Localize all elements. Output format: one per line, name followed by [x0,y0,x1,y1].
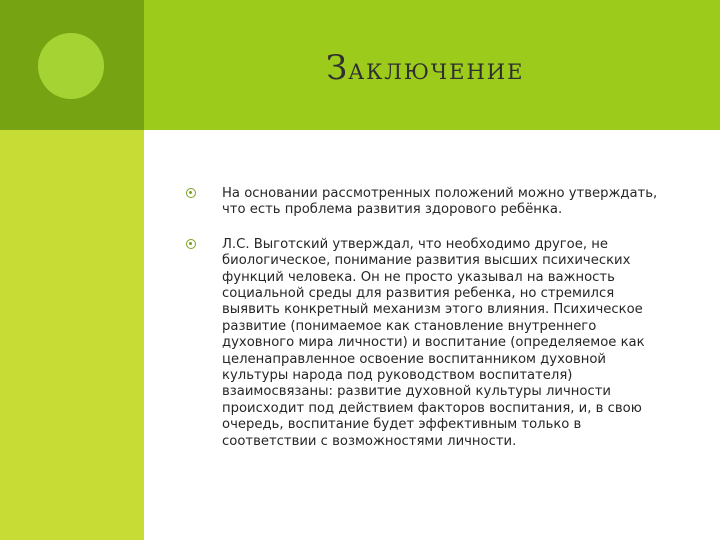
slide-content [184,186,674,468]
title-first-letter: З [326,48,349,88]
bullet-circle-icon [186,188,196,198]
bullet-item [184,237,674,450]
bullet-circle-icon [186,239,196,249]
decorative-circle [38,33,104,99]
bullet-item [184,186,674,219]
slide-title [326,48,524,88]
sidebar-bottom-panel [0,130,144,540]
bullet-text: На основании рассмотренных положений можно утверждать, что есть проблема развития здорового ребёнка. [222,186,658,218]
bullet-text: Л.С. Выготский утверждал, что необходимо другое, не биологическое, понимание развития высших психических функций человека. Он не просто указывал на важность социальной среды для развития ребенка, но стремился выявить конкретный механизм этого влияния. Психическое развитие (понимаемое как становление внутреннего духовного мира личности) и воспитание (определяемое как целенаправленное освоение воспитанником духовной культуры народа под руководством воспитателя) взаимосвязаны: развитие духовной культуры личности происходит под действием факторов воспитания, и, в свою очередь, воспитание будет эффективным только в соответствии с возможностями личности. [222,236,645,449]
title-rest: АКЛЮЧЕНИЕ [348,60,525,84]
